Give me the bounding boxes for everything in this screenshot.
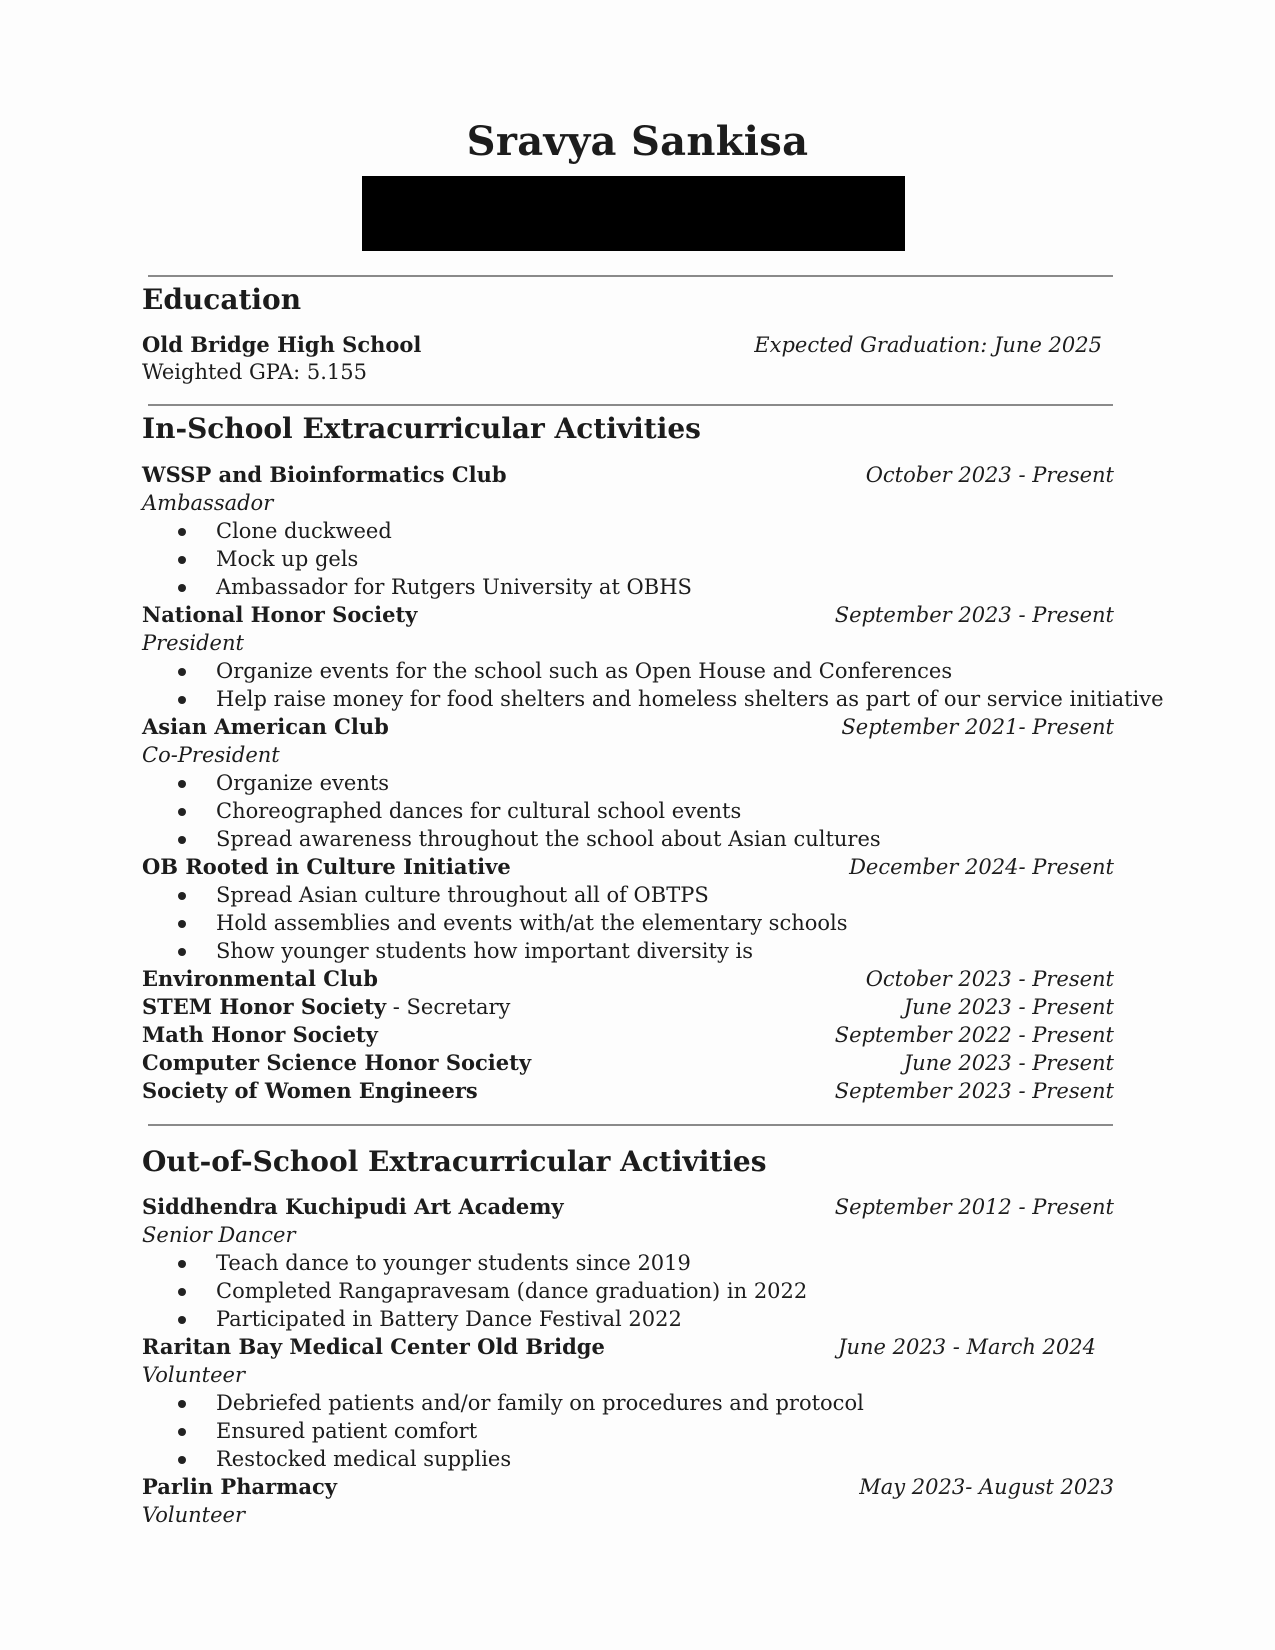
bullet-icon (178, 556, 186, 564)
bullet-item: Completed Rangapravesam (dance graduation) in 2022 (178, 1277, 1138, 1305)
bullet-item: Teach dance to younger students since 2019 (178, 1249, 1138, 1277)
activity-header (142, 713, 1114, 741)
bullet-item: Help raise money for food shelters and homeless shelters as part of our service initiative (178, 685, 1138, 713)
gpa: Weighted GPA: 5.155 (142, 360, 367, 384)
activity-org: Environmental Club (142, 966, 378, 991)
bullet-icon (178, 892, 186, 900)
school-name: Old Bridge High School (142, 332, 422, 357)
activity-org: National Honor Society (142, 602, 418, 627)
activity-role: Volunteer (142, 1503, 245, 1527)
activity-header (142, 993, 1114, 1021)
graduation-date: Expected Graduation: June 2025 (754, 333, 1102, 357)
bullet-icon (178, 780, 186, 788)
activity-org: Siddhendra Kuchipudi Art Academy (142, 1194, 564, 1219)
divider (148, 404, 1113, 406)
activity-role: Senior Dancer (142, 1223, 296, 1247)
bullet-item: Show younger students how important diversity is (178, 937, 1138, 965)
activity-date: September 2023 - Present (834, 1079, 1114, 1103)
bullet-item: Mock up gels (178, 545, 1138, 573)
activity-header (142, 853, 1114, 881)
bullet-item: Spread Asian culture throughout all of OBTPS (178, 881, 1138, 909)
bullet-icon (178, 528, 186, 536)
activity-date: September 2023 - Present (834, 603, 1114, 627)
bullet-icon (178, 1260, 186, 1268)
redacted-contact-block (362, 176, 905, 251)
bullet-item: Participated in Battery Dance Festival 2022 (178, 1305, 1138, 1333)
bullet-item: Organize events for the school such as Open House and Conferences (178, 657, 1138, 685)
activity-date: June 2023 - March 2024 (838, 1335, 1096, 1359)
bullet-item: Choreographed dances for cultural school events (178, 797, 1138, 825)
activity-header (142, 1473, 1114, 1501)
activity-role-inline: - Secretary (386, 995, 511, 1019)
activity-role: Volunteer (142, 1363, 245, 1387)
activity-header (142, 1077, 1114, 1105)
activity-role: Ambassador (142, 491, 274, 515)
activity-date: October 2023 - Present (865, 463, 1114, 487)
bullet-icon (178, 836, 186, 844)
divider (148, 1124, 1113, 1126)
bullet-icon (178, 668, 186, 676)
activity-role: President (142, 631, 244, 655)
bullet-icon (178, 1400, 186, 1408)
bullet-icon (178, 808, 186, 816)
activity-header (142, 461, 1114, 489)
bullet-item: Debriefed patients and/or family on procedures and protocol (178, 1389, 1138, 1417)
activity-date: December 2024- Present (849, 855, 1114, 879)
bullet-icon (178, 948, 186, 956)
divider (148, 275, 1113, 277)
bullet-icon (178, 584, 186, 592)
education-entry (142, 331, 1114, 359)
bullet-item: Hold assemblies and events with/at the elementary schools (178, 909, 1138, 937)
bullet-icon (178, 920, 186, 928)
activity-header (142, 965, 1114, 993)
bullet-icon (178, 1316, 186, 1324)
bullet-item: Restocked medical supplies (178, 1445, 1138, 1473)
bullet-item: Ensured patient comfort (178, 1417, 1138, 1445)
activity-date: June 2023 - Present (903, 1051, 1114, 1075)
activity-org: Computer Science Honor Society (142, 1050, 532, 1075)
activity-header (142, 1049, 1114, 1077)
activity-org: WSSP and Bioinformatics Club (142, 462, 507, 487)
activity-date: October 2023 - Present (865, 967, 1114, 991)
activity-date: September 2022 - Present (834, 1023, 1114, 1047)
activity-date: September 2012 - Present (834, 1195, 1114, 1219)
bullet-item: Ambassador for Rutgers University at OBHS (178, 573, 1138, 601)
section-title-in-school: In-School Extracurricular Activities (142, 412, 701, 445)
activity-org: Math Honor Society (142, 1022, 378, 1047)
activity-org: Society of Women Engineers (142, 1078, 478, 1103)
activity-date: September 2021- Present (841, 715, 1114, 739)
section-title-out-of-school: Out-of-School Extracurricular Activities (142, 1145, 767, 1178)
activity-org: OB Rooted in Culture Initiative (142, 854, 511, 879)
bullet-icon (178, 1456, 186, 1464)
activity-role: Co-President (142, 743, 280, 767)
activity-header (142, 1021, 1114, 1049)
activity-header (142, 601, 1114, 629)
bullet-icon (178, 1428, 186, 1436)
candidate-name: Sravya Sankisa (466, 118, 809, 165)
activity-org: Asian American Club (142, 714, 389, 739)
activity-header (142, 1333, 1114, 1361)
bullet-icon (178, 1288, 186, 1296)
bullet-item: Clone duckweed (178, 517, 1138, 545)
activity-org: Raritan Bay Medical Center Old Bridge (142, 1334, 605, 1359)
activity-date: June 2023 - Present (903, 995, 1114, 1019)
bullet-icon (178, 696, 186, 704)
section-title-education: Education (142, 283, 302, 316)
activity-header (142, 1193, 1114, 1221)
activity-date: May 2023- August 2023 (859, 1475, 1114, 1499)
bullet-item: Spread awareness throughout the school about Asian cultures (178, 825, 1138, 853)
bullet-item: Organize events (178, 769, 1138, 797)
activity-org: STEM Honor Society (142, 994, 387, 1019)
activity-org: Parlin Pharmacy (142, 1474, 337, 1499)
